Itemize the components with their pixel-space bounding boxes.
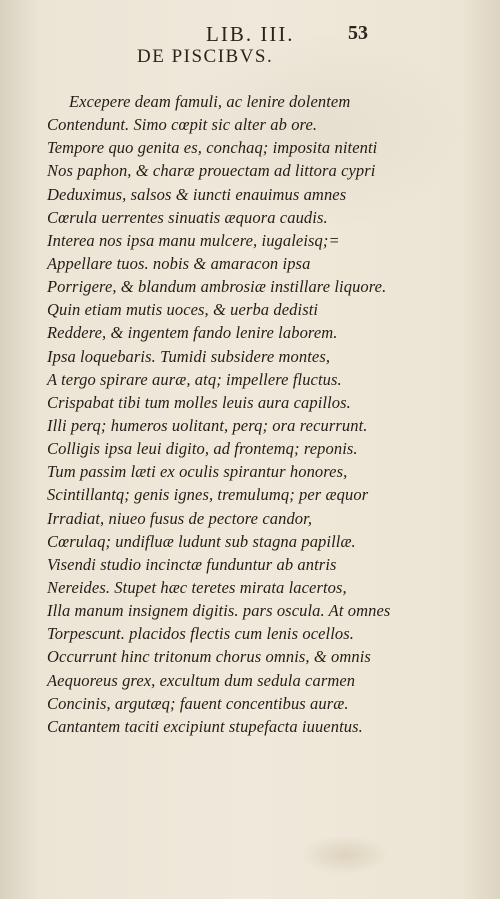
verse-line: Excepere deam famuli, ac lenire dolentem bbox=[69, 92, 351, 111]
verse-line: Scintillantq; genis ignes, tremulumq; per æquor bbox=[47, 485, 369, 505]
verse-line: Contendunt. Simo cœpit sic alter ab ore. bbox=[47, 115, 318, 135]
verse-line: Colligis ipsa leui digito, ad frontemq; reponis. bbox=[47, 439, 358, 459]
verse-line: Illi perq; humeros uolitant, perq; ora recurrunt. bbox=[47, 415, 368, 435]
verse-line: Irradiat, niueo fusus de pectore candor, bbox=[47, 508, 313, 528]
verse-block bbox=[47, 90, 467, 738]
verse-line: Occurrunt hinc tritonum chorus omnis, & omnis bbox=[47, 647, 371, 667]
verse-line: Concinis, argutæq; fauent concentibus auræ. bbox=[47, 693, 349, 713]
page-number: 53 bbox=[348, 22, 368, 44]
verse-line: Cantantem taciti excipiunt stupefacta iuuentus. bbox=[47, 716, 363, 736]
verse-line: Appellare tuos. nobis & amaracon ipsa bbox=[47, 253, 311, 273]
paper-stain bbox=[300, 835, 390, 875]
verse-line: Tum passim læti ex oculis spirantur honores, bbox=[47, 462, 348, 482]
verse-line: Illa manum insignem digitis. pars oscula. At omnes bbox=[47, 601, 391, 621]
running-head: LIB. III. bbox=[206, 22, 295, 46]
verse-line: Cœrula uerrentes sinuatis æquora caudis. bbox=[47, 207, 328, 227]
verse-line: Interea nos ipsa manu mulcere, iugaleisq;= bbox=[47, 230, 340, 250]
verse-line: Crispabat tibi tum molles leuis aura capillos. bbox=[47, 392, 351, 412]
verse-line: Aequoreus grex, excultum dum sedula carmen bbox=[47, 670, 356, 690]
verse-line: Ipsa loquebaris. Tumidi subsidere montes, bbox=[47, 346, 331, 366]
verse-line: A tergo spirare auræ, atq; impellere fluctus. bbox=[47, 369, 342, 389]
verse-line: Tempore quo genita es, conchaq; imposita nitenti bbox=[47, 138, 378, 158]
section-title: DE PISCIBVS. bbox=[137, 46, 274, 67]
verse-line: Torpescunt. placidos flectis cum lenis ocellos. bbox=[47, 624, 355, 644]
verse-line: Nos paphon, & charæ prouectam ad littora cypri bbox=[47, 161, 376, 181]
verse-line: Deduximus, salsos & iuncti enauimus amnes bbox=[47, 184, 347, 204]
verse-line: Nereides. Stupet hæc teretes mirata lacertos, bbox=[47, 577, 347, 597]
verse-line: Quin etiam mutis uoces, & uerba dedisti bbox=[47, 300, 319, 320]
verse-line: Cœrulaq; undifluæ ludunt sub stagna papillæ. bbox=[47, 531, 356, 551]
verse-line: Visendi studio incinctæ funduntur ab antris bbox=[47, 554, 337, 574]
verse-line: Porrigere, & blandum ambrosiæ instillare liquore. bbox=[47, 277, 387, 297]
verse-line: Reddere, & ingentem fando lenire laborem. bbox=[47, 323, 338, 343]
